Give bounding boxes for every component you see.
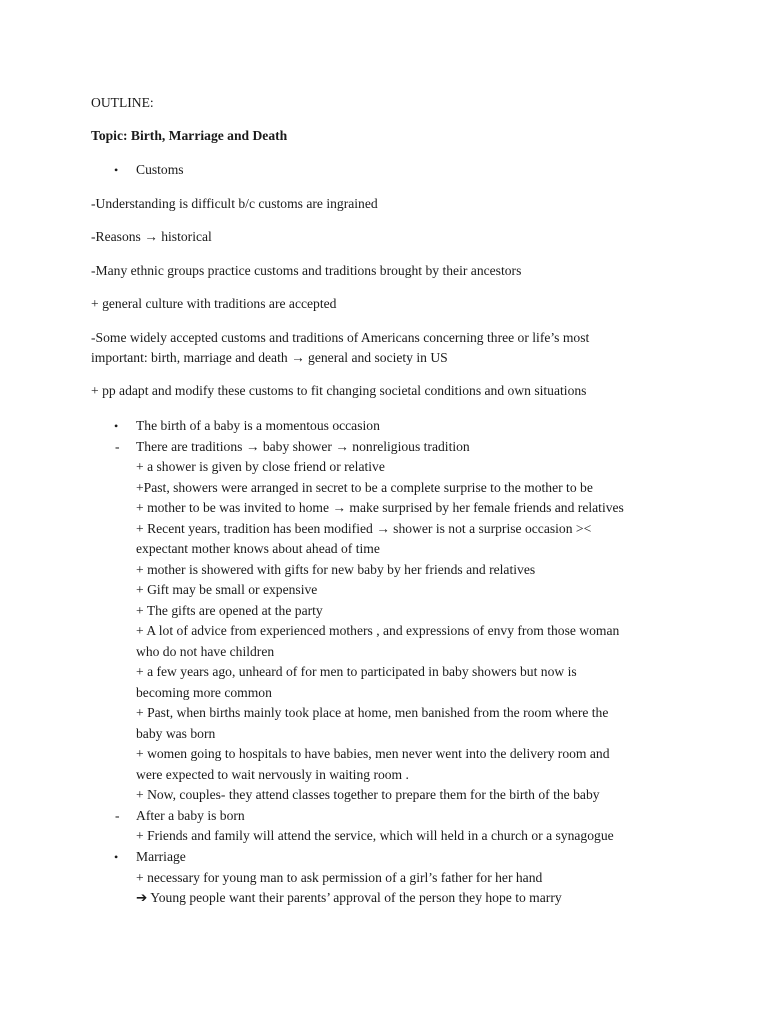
birth-line: + A lot of advice from experienced mothers , and expressions of envy from those woman bbox=[136, 623, 620, 638]
birth-line: + The gifts are opened at the party bbox=[136, 603, 323, 618]
birth-line: expectant mother knows about ahead of time bbox=[136, 541, 380, 556]
intro-line-2: -Reasons → historical bbox=[91, 229, 212, 244]
birth-line: + a few years ago, unheard of for men to participated in baby showers but now is bbox=[136, 664, 577, 679]
after-born-detail: + Friends and family will attend the service, which will held in a church or a synagogue bbox=[136, 828, 614, 843]
marriage-line-1: + necessary for young man to ask permission of a girl’s father for her hand bbox=[136, 870, 543, 885]
intro-line-4: + general culture with traditions are accepted bbox=[91, 296, 337, 311]
birth-line: + Gift may be small or expensive bbox=[136, 582, 318, 597]
birth-line: baby was born bbox=[136, 726, 216, 741]
birth-line: + Recent years, tradition has been modified → shower is not a surprise occasion >< bbox=[136, 521, 592, 536]
birth-line: + mother is showered with gifts for new baby by her friends and relatives bbox=[136, 562, 536, 577]
bullet-icon: • bbox=[114, 419, 119, 433]
birth-line: +Past, showers were arranged in secret to be a complete surprise to the mother to be bbox=[136, 480, 593, 495]
dash-marker: - bbox=[115, 808, 120, 823]
birth-line: + a shower is given by close friend or relative bbox=[136, 459, 385, 474]
intro-line-6: + pp adapt and modify these customs to fit changing societal conditions and own situations bbox=[91, 383, 587, 398]
intro-line-1: -Understanding is difficult b/c customs are ingrained bbox=[91, 196, 378, 211]
birth-traditions: There are traditions → baby shower → nonreligious tradition bbox=[136, 439, 470, 454]
intro-line-5b: important: birth, marriage and death → general and society in US bbox=[91, 350, 448, 365]
intro-line-3: -Many ethnic groups practice customs and traditions brought by their ancestors bbox=[91, 263, 522, 278]
after-born-heading: After a baby is born bbox=[136, 808, 245, 823]
birth-line: + women going to hospitals to have babies, men never went into the delivery room and bbox=[136, 746, 610, 761]
birth-line: + Past, when births mainly took place at home, men banished from the room where the bbox=[136, 705, 609, 720]
dash-marker: - bbox=[115, 439, 120, 454]
outline-label: OUTLINE: bbox=[91, 95, 154, 110]
marriage-line-2: ➔ Young people want their parents’ approval of the person they hope to marry bbox=[136, 890, 562, 905]
birth-heading: The birth of a baby is a momentous occasion bbox=[136, 418, 380, 433]
birth-line: who do not have children bbox=[136, 644, 275, 659]
birth-line: were expected to wait nervously in waiting room . bbox=[136, 767, 409, 782]
bullet-icon: • bbox=[114, 850, 119, 864]
birth-line: + mother to be was invited to home → make surprised by her female friends and relatives bbox=[136, 500, 624, 515]
intro-line-5a: -Some widely accepted customs and traditions of Americans concerning three or life’s most bbox=[91, 330, 590, 345]
birth-line: + Now, couples- they attend classes together to prepare them for the birth of the baby bbox=[136, 787, 600, 802]
marriage-heading: Marriage bbox=[136, 849, 186, 864]
bullet-icon: • bbox=[114, 163, 119, 177]
customs-heading: Customs bbox=[136, 162, 184, 177]
topic-heading: Topic: Birth, Marriage and Death bbox=[91, 128, 288, 143]
birth-line: becoming more common bbox=[136, 685, 272, 700]
